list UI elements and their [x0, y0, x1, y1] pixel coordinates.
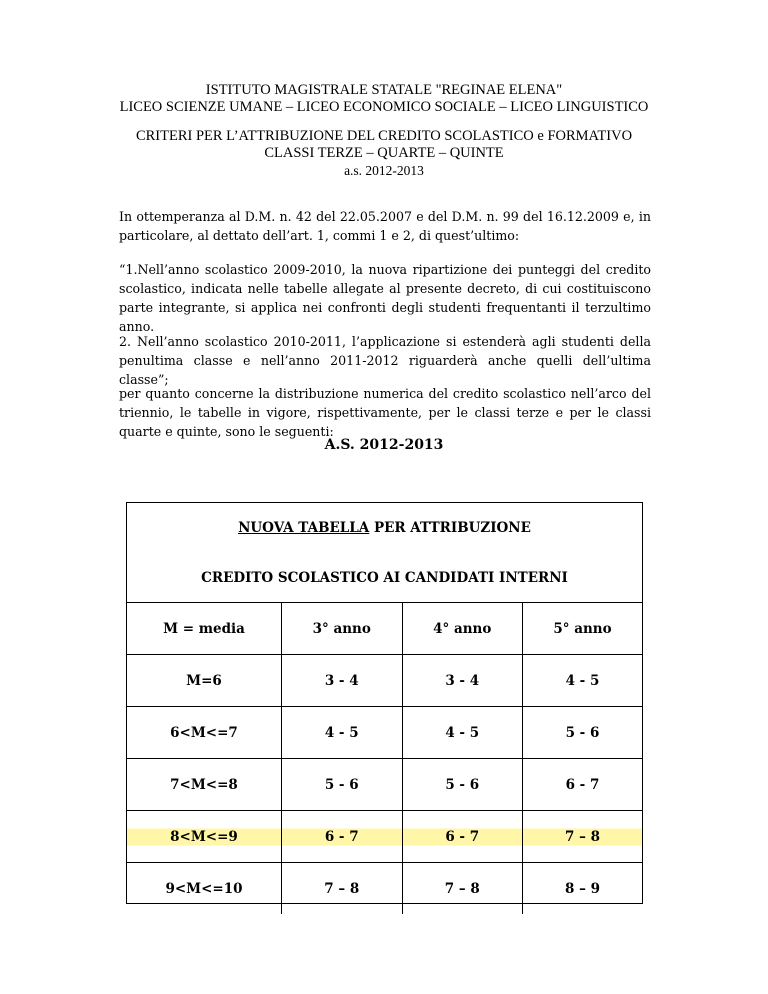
paragraph-quote-1: “1.Nell’anno scolastico 2009-2010, la nuova ripartizione dei punteggi del credito scolastico, indicata nelle tabelle allegate al presente decreto, di cui costituiscono parte integrante, si applica nei confronti degli studenti frequentanti il terzultimo anno. [119, 262, 651, 334]
table-header-cell: M = media [127, 603, 282, 655]
table-cell: 4 - 5 [523, 655, 643, 707]
table-cell: 8 – 9 [523, 863, 643, 915]
table-cell: 4 - 5 [282, 707, 403, 759]
table-header-cell: 4° anno [402, 603, 523, 655]
table-cell: 8<M<=9 [127, 811, 282, 863]
table-header-cell: 5° anno [523, 603, 643, 655]
table-row [127, 811, 642, 863]
criteria-title: CRITERI PER L’ATTRIBUZIONE DEL CREDITO SCOLASTICO e FORMATIVO [135, 128, 633, 144]
table-cell: 5 - 6 [282, 759, 403, 811]
table-cell: 3 - 4 [282, 655, 403, 707]
table-row [127, 707, 642, 759]
table-cell: 6 - 7 [523, 759, 643, 811]
table-cell: 7 – 8 [282, 863, 403, 915]
table-row [127, 655, 642, 707]
table-cell: 5 - 6 [402, 759, 523, 811]
table-cell: 7 – 8 [402, 863, 523, 915]
table-row [127, 863, 642, 915]
criteria-header [0, 128, 768, 179]
table-cell: 7<M<=8 [127, 759, 282, 811]
licei-list: LICEO SCIENZE UMANE – LICEO ECONOMICO SOCIALE – LICEO LINGUISTICO [119, 99, 649, 115]
school-name: ISTITUTO MAGISTRALE STATALE "REGINAE ELENA" [205, 82, 563, 98]
paragraph-intro: In ottemperanza al D.M. n. 42 del 22.05.2007 e del D.M. n. 99 del 16.12.2009 e, in particolare, al dettato dell’art. 1, commi 1 e 2, di quest’ultimo: [119, 209, 651, 243]
table-row [127, 759, 642, 811]
table-cell: 5 - 6 [523, 707, 643, 759]
table-cell: 7 – 8 [523, 811, 643, 863]
table-cell: 6 - 7 [402, 811, 523, 863]
table-header-cell: 3° anno [282, 603, 403, 655]
section-title: A.S. 2012-2013 [324, 437, 444, 453]
table-title-rest: PER ATTRIBUZIONE [369, 520, 531, 536]
paragraph-quote-2: 2. Nell’anno scolastico 2010-2011, l’applicazione si estenderà agli studenti della penultima classe e nell’anno 2011-2012 riguarderà anche quelli dell’ultima classe”; [119, 334, 651, 387]
table-header-row [127, 603, 642, 655]
table-title-underlined: NUOVA TABELLA [238, 520, 370, 536]
classes-line: CLASSI TERZE – QUARTE – QUINTE [264, 145, 504, 161]
table-cell: 9<M<=10 [127, 863, 282, 915]
credit-table [127, 602, 642, 914]
table-title [127, 520, 642, 536]
document-header [0, 82, 768, 116]
table-cell: M=6 [127, 655, 282, 707]
credit-table-box [126, 502, 643, 904]
table-cell: 3 - 4 [402, 655, 523, 707]
table-cell: 4 - 5 [402, 707, 523, 759]
table-cell: 6<M<=7 [127, 707, 282, 759]
school-year: a.s. 2012-2013 [344, 163, 424, 178]
paragraph-tables: per quanto concerne la distribuzione numerica del credito scolastico nell’arco del triennio, le tabelle in vigore, rispettivamente, per le classi terze e per le classi quarte e quinte, sono le seguenti: [119, 386, 651, 439]
table-subtitle: CREDITO SCOLASTICO AI CANDIDATI INTERNI [201, 570, 568, 586]
table-cell: 6 - 7 [282, 811, 403, 863]
